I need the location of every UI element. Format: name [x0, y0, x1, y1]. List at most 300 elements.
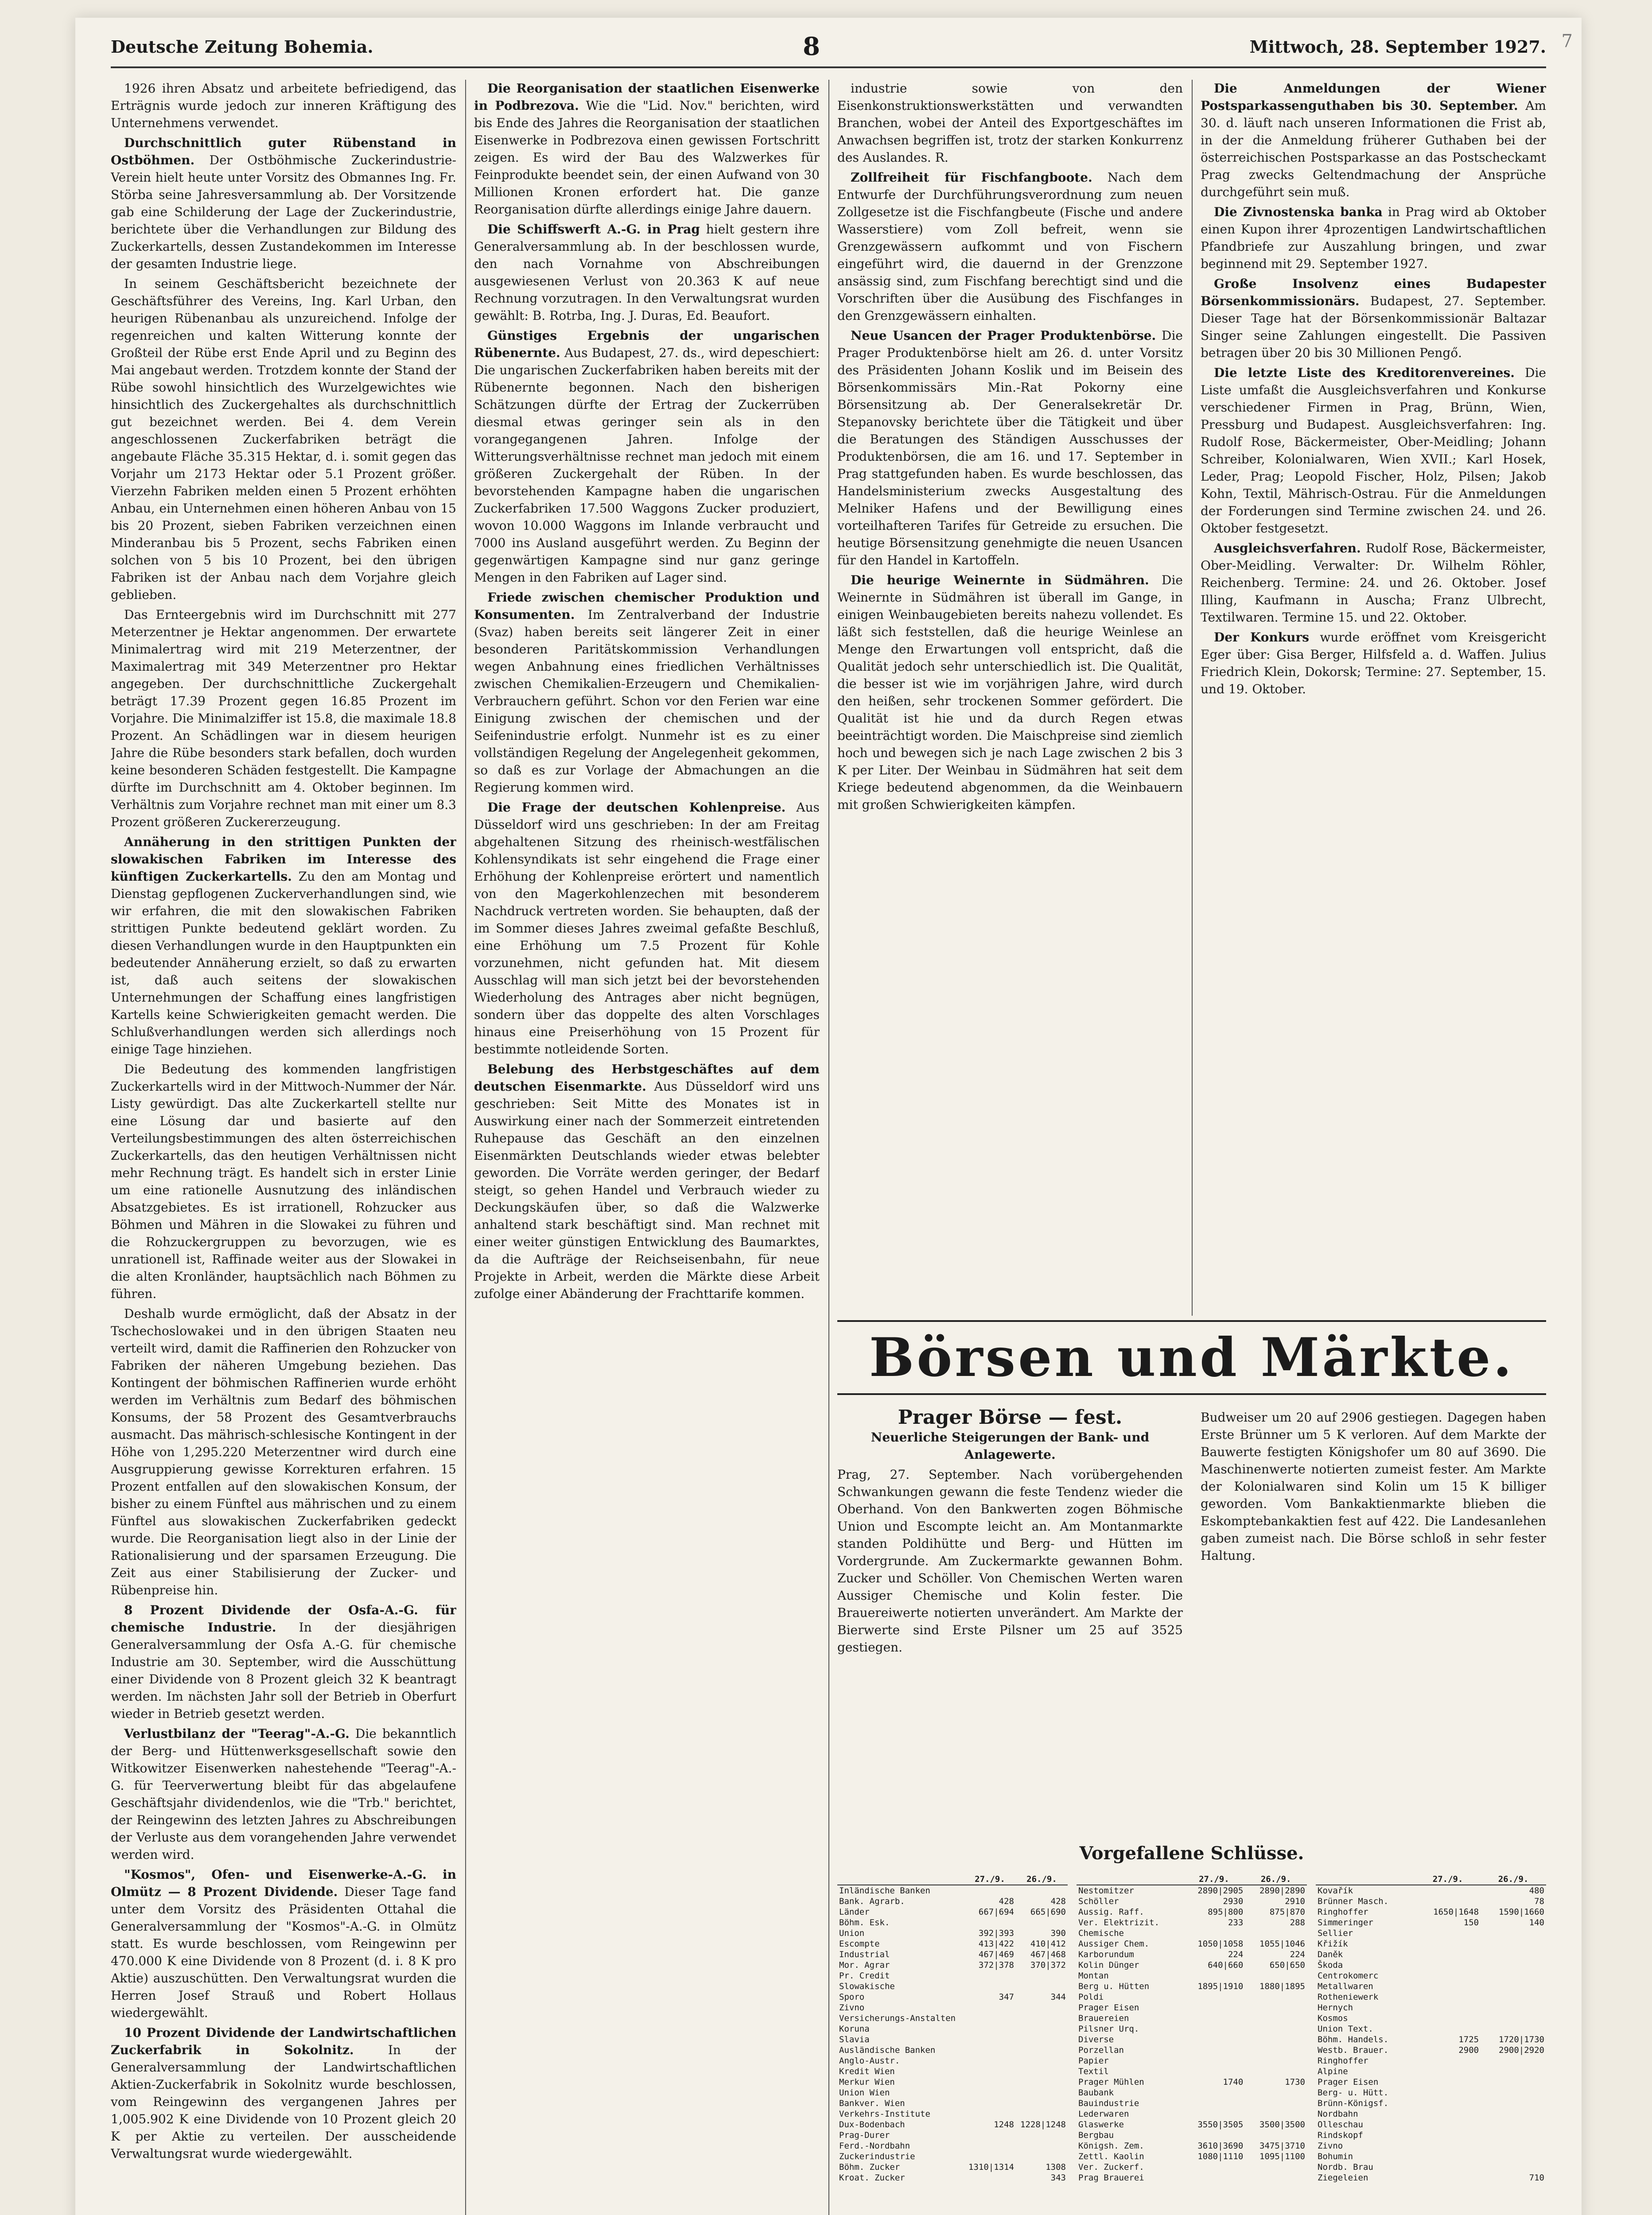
- table-row: [1077, 2172, 1307, 2183]
- table-header: [1316, 1874, 1415, 1885]
- quote-value: [1245, 2066, 1307, 2077]
- quote-value: [1415, 2013, 1481, 2024]
- security-name: Westb. Brauer.: [1318, 2045, 1389, 2055]
- quotes-table-3: [1316, 1874, 1546, 2183]
- table-row: [1077, 2013, 1307, 2024]
- table-row: [1316, 2045, 1546, 2056]
- quote-value: [1016, 2002, 1068, 2013]
- table-row: [1316, 1970, 1546, 1981]
- quote-value: [1481, 1960, 1546, 1970]
- table-row: [1316, 1960, 1546, 1970]
- article-heading: Durchschnittlich guter Rübenstand in Ostböhmen.: [111, 136, 456, 167]
- quote-value: [1245, 2002, 1307, 2013]
- security-name: Dux-Bodenbach: [839, 2120, 905, 2130]
- table-row: [837, 2130, 1068, 2141]
- article-text: Die Bedeutung des kommenden langfristigen Zuckerkartells wird in der Mittwoch-Nummer der Nár. Listy gewürdigt. Das alte Zuckerkartell stellte nur eine Lösung dar und basierte auf den Verteilungsbestimmungen des alten österreichischen Zuckerkartells, das den heutigen Verhältnissen nicht mehr Rechnung trägt. Es handelt sich in erster Linie um eine rationelle Ausnutzung des inländischen Absatzgebietes. Es ist irrationell, Rohzucker aus Böhmen und Mähren in die Slowakei zu führen und die Rohzuckergruppen zu bevorzugen, wie es unrationell ist, Raffinade weiter aus der Slowakei in die alten Kronländer, hauptsächlich nach Böhmen zu führen.: [111, 1062, 456, 1301]
- article-text: In der diesjährigen Generalversammlung der Osfa A.-G. für chemische Industrie am 30. September, wird die Ausschüttung einer Dividende von 8 Prozent gleich 32 K beantragt werden. Im nächsten Jahr soll der Betrieb in Oberfurt wieder in Betrieb gesetzt werden.: [111, 1620, 456, 1721]
- boerse-text: Prag, 27. September. Nach vorübergehenden Schwankungen gewann die feste Tendenz wieder die Oberhand. Von den Bankwerten zogen Böhmische Union und Escompte leicht an. Am Montanmarkte standen Poldihütte und Berg- und Hütten im Vordergrunde. Am Zuckermarkte gewannen Bohm. Zucker und Schöller. Von Chemischen Werten waren Aussiger Chemische und Kolin fester. Die Brauereiwerte notierten unverändert. Am Markte der Bierwerte sind Erste Pilsner um 25 auf 3525 gestiegen.: [837, 1467, 1183, 1655]
- security-name: Prag-Durer: [839, 2130, 890, 2140]
- quote-value: [1415, 1885, 1481, 1896]
- quote-value: [1245, 2162, 1307, 2172]
- boerse-report-right: [1201, 1409, 1546, 1834]
- table-header: 27./9.: [964, 1874, 1016, 1885]
- quote-value: 1308: [1046, 2162, 1066, 2172]
- quote-value: 140: [1529, 1918, 1544, 1927]
- article-text: Budapest, 27. September. Dieser Tage hat der Börsenkommissionär Baltazar Singer seine Zahlungen eingestellt. Die Passiven betragen über 20 bis 30 Millionen Pengő.: [1201, 294, 1546, 360]
- quote-value: [1481, 1949, 1546, 1960]
- security-name: Union: [839, 1928, 865, 1938]
- table-row: [837, 1949, 1068, 1960]
- section-banner: Börsen und Märkte.: [837, 1320, 1546, 1395]
- security-name: Baubank: [1078, 2088, 1114, 2098]
- security-name: Kovařík: [1318, 1886, 1353, 1896]
- table-row: [1077, 1960, 1307, 1970]
- article-text: In der Generalversammlung der Landwirtschaftlichen Aktien-Zuckerfabrik in Sokolnitz wurde beschlossen, vom Reingewinn des vergangenen Jahres per 1,005.902 K eine Dividende von 10 Prozent gleich 20 K per Aktie zu verteilen. Der ausscheidende Verwaltungsrat wurde wiedergewählt.: [111, 2043, 456, 2161]
- boerse-report-left: [837, 1406, 1183, 1834]
- quote-value: 1055|1046: [1259, 1939, 1305, 1949]
- security-name: Alpine: [1318, 2067, 1348, 2076]
- quotes-table-1: [837, 1874, 1068, 2183]
- quote-value: [964, 1981, 1016, 1992]
- article-text: wurde eröffnet vom Kreisgericht Eger über: Gisa Berger, Hilfsfeld a. d. Waffen. Julius Friedrich Klein, Dokorsk; Termine: 27. September, 15. und 19. Oktober.: [1201, 630, 1546, 696]
- security-name: Anglo-Austr.: [839, 2056, 900, 2066]
- article-heading: Friede zwischen chemischer Produktion und Konsumenten.: [474, 590, 820, 622]
- article-text: 1926 ihren Absatz und arbeitete befriedigend, das Erträgnis wurde jedoch zur inneren Kräftigung des Unternehmens verwendet.: [111, 81, 456, 130]
- article-heading: Die Frage der deutschen Kohlenpreise.: [487, 800, 786, 815]
- article-heading: 10 Prozent Dividende der Landwirtschaftlichen Zuckerfabrik in Sokolnitz.: [111, 2025, 456, 2057]
- column-2: [474, 80, 820, 2215]
- article-heading: Die heurige Weinernte in Südmähren.: [851, 573, 1149, 587]
- table-row: [1316, 2119, 1546, 2130]
- quote-value: [964, 1917, 1016, 1928]
- table-row: [837, 2098, 1068, 2109]
- quote-value: [1245, 1992, 1307, 2002]
- quote-value: [1183, 2013, 1245, 2024]
- quote-value: [1183, 1970, 1245, 1981]
- quote-value: [1415, 2162, 1481, 2172]
- security-name: Ringhoffer: [1318, 2056, 1368, 2066]
- security-name: Kosmos: [1318, 2013, 1348, 2023]
- security-name: Länder: [839, 1907, 870, 1917]
- security-name: Kolin Dünger: [1078, 1960, 1139, 1970]
- quote-value: 895|800: [1208, 1907, 1244, 1917]
- article-paragraph: [474, 1061, 820, 1302]
- security-name: Papier: [1078, 2056, 1109, 2066]
- security-name: Metallwaren: [1318, 1982, 1373, 1991]
- security-name: Zivno: [839, 2003, 865, 2013]
- quote-value: [1183, 2034, 1245, 2045]
- quote-value: [1481, 2151, 1546, 2162]
- quote-value: [1245, 2130, 1307, 2141]
- article-text: hielt gestern ihre Generalversammlung ab. In der beschlossen wurde, den nach Vornahme von Abschreibungen ausgewiesenen Verlust von 20.363 K auf neue Rechnung vorzutragen. In den Verwaltungsrat wurden gewählt: B. Rotrba, Ing. J. Duras, Ed. Beaufort.: [474, 222, 820, 323]
- table-row: [837, 2151, 1068, 2162]
- quote-value: [964, 2098, 1016, 2109]
- table-row: [837, 1917, 1068, 1928]
- quote-value: 372|378: [978, 1960, 1014, 1970]
- security-name: Bank. Agrarb.: [839, 1896, 905, 1906]
- table-row: [1316, 1981, 1546, 1992]
- table-row: [837, 2109, 1068, 2119]
- quote-value: [1245, 2013, 1307, 2024]
- security-name: Mor. Agrar: [839, 1960, 890, 1970]
- security-name: Prager Eisen: [1078, 2003, 1139, 2013]
- article-text: Deshalb wurde ermöglicht, daß der Absatz in der Tschechoslowakei und in den übrigen Staaten neu verteilt wird, damit die Raffinerien den Rohzucker von Fabriken der näheren Umgebung beziehen. Das Kontingent der böhmischen Raffinerien wurde erhöht werden im Verhältnis zum Bedarf des böhmischen Konsums, der 58 Prozent des Gesamtverbrauchs ausmacht. Das mährisch-schlesische Kontingent in der Höhe von 1,295.220 Meterzentner wird durch eine Ausgruppierung gewisse Korrekturen erfahren. 15 Prozent entfallen auf den slowakischen Konsum, der bisher zu einem Fünftel aus mährischen und zu einem Fünftel aus slowakischen Zuckerfabriken gedeckt wurde. Die Reorganisation liegt also in der Linie der Rationalisierung und der sparsamen Erzeugung. Die Zeit aus einer Stabilisierung der Zucker- und Rübenpreise hin.: [111, 1306, 456, 1597]
- article-paragraph: [1201, 629, 1546, 698]
- quote-value: 480: [1529, 1886, 1544, 1896]
- table-row: [837, 1896, 1068, 1907]
- article-heading: Ausgleichsverfahren.: [1214, 541, 1361, 556]
- security-name: Bergbau: [1078, 2130, 1114, 2140]
- quote-value: [1016, 2098, 1068, 2109]
- quote-value: 392|393: [978, 1928, 1014, 1938]
- security-name: Rotheniewerk: [1318, 1992, 1379, 2002]
- article-paragraph: [111, 1601, 456, 1722]
- table-row: [1077, 1992, 1307, 2002]
- table-row: [837, 1981, 1068, 1992]
- quote-value: [1481, 2056, 1546, 2066]
- boerse-title: Prager Börse — fest.: [898, 1406, 1123, 1429]
- security-name: Hernych: [1318, 2003, 1353, 2013]
- quote-value: 875|870: [1269, 1907, 1305, 1917]
- security-name: Křižík: [1318, 1939, 1348, 1949]
- table-row: [1316, 2172, 1546, 2183]
- table-row: [1077, 2119, 1307, 2130]
- table-row: [1316, 1896, 1546, 1907]
- quote-value: 370|372: [1030, 1960, 1066, 1970]
- quote-value: 1080|1110: [1197, 2152, 1244, 2161]
- article-text: Die bekanntlich der Berg- und Hüttenwerksgesellschaft sowie den Witkowitzer Eisenwerken nahestehende "Teerag"-A.-G. für Teerverwertung bleibt für das abgelaufene Geschäftsjahr dividendenlos, wie die "Trb." berichtet, der Reingewinn des letzten Jahres zu Abschreibungen der Verluste aus dem vorangehenden Jahre verwendet werden wird.: [111, 1726, 456, 1862]
- security-name: Ringhoffer: [1318, 1907, 1368, 1917]
- boerse-subtitle: Neuerliche Steigerungen der Bank- und Anlagewerte.: [871, 1430, 1150, 1462]
- quote-value: 665|690: [1030, 1907, 1066, 1917]
- security-name: Böhm. Handels.: [1318, 2035, 1389, 2044]
- quote-value: 2930: [1223, 1896, 1244, 1906]
- quote-value: [1183, 1928, 1245, 1939]
- quote-value: [964, 2066, 1016, 2077]
- security-name: Pr. Credit: [839, 1971, 890, 1981]
- quote-value: [1016, 2024, 1068, 2034]
- article-heading: Die Anmeldungen der Wiener Postsparkassenguthaben bis 30. September.: [1201, 81, 1546, 113]
- security-name: Prager Eisen: [1318, 2077, 1379, 2087]
- table-header: 27./9.: [1415, 1874, 1481, 1885]
- table-row: [837, 2056, 1068, 2066]
- quote-value: 390: [1050, 1928, 1066, 1938]
- quote-value: 1095|1100: [1259, 2152, 1305, 2161]
- table-row: [1316, 1949, 1546, 1960]
- quote-value: [1415, 1896, 1481, 1907]
- quote-value: 1730: [1285, 2077, 1305, 2087]
- article-heading: Die letzte Liste des Kreditorenvereines.: [1214, 365, 1515, 380]
- article-paragraph: [111, 606, 456, 831]
- quote-value: 3610|3690: [1197, 2141, 1244, 2151]
- quote-value: [1245, 2024, 1307, 2034]
- quote-value: [1183, 2087, 1245, 2098]
- table-row: [1077, 1949, 1307, 1960]
- table-row: [1316, 2024, 1546, 2034]
- quote-value: [1415, 2066, 1481, 2077]
- table-row: [1316, 1992, 1546, 2002]
- quote-value: [1183, 2045, 1245, 2056]
- quote-value: [1415, 2077, 1481, 2087]
- article-text: Am 30. d. läuft nach unseren Informationen die Frist ab, in der die Anmeldung früherer Guthaben bei der österreichischen Postsparkasse an das Postscheckamt Prag zwecks Geltendmachung der Ansprüche durchgeführt sein muß.: [1201, 98, 1546, 199]
- table-row: [1077, 2109, 1307, 2119]
- article-text: Die Prager Produktenbörse hielt am 26. d. unter Vorsitz des Präsidenten Johann Koslik und im Beisein des Börsenkommissärs Min.-Rat Pokorny eine Börsensitzung ab. Der Generalsekretär Dr. Stepanovsky berichtete über die Tätigkeit und über die Beratungen des Ständigen Ausschusses der Produktenbörsen, die am 16. und 17. September in Prag stattgefunden haben. Es wurde beschlossen, das Handelsministerium zwecks Ausgestaltung des Melniker Hafens und der Bewilligung eines vorteilhafteren Tarifes für Getreide zu ersuchen. Die heutige Börsensitzung genehmigte die neuen Usancen für den Handel in Kartoffeln.: [837, 328, 1183, 567]
- article-heading: Belebung des Herbstgeschäftes auf dem deutschen Eisenmarkte.: [474, 1062, 820, 1094]
- security-name: Nordb. Brau: [1318, 2162, 1373, 2172]
- security-name: Prag Brauerei: [1078, 2173, 1144, 2183]
- quote-value: 413|422: [978, 1939, 1014, 1949]
- article-paragraph: [111, 1061, 456, 1302]
- quote-value: [964, 2056, 1016, 2066]
- security-name: Olleschau: [1318, 2120, 1363, 2130]
- quote-value: [1481, 1928, 1546, 1939]
- article-heading: Günstiges Ergebnis der ungarischen Rübenernte.: [474, 328, 820, 360]
- quote-value: [964, 2151, 1016, 2162]
- quote-value: [1415, 2151, 1481, 2162]
- quote-value: 347: [999, 1992, 1014, 2002]
- quote-value: [964, 2087, 1016, 2098]
- table-row: [1316, 2013, 1546, 2024]
- article-heading: 8 Prozent Dividende der Osfa-A.-G. für chemische Industrie.: [111, 1603, 456, 1635]
- table-row: [1316, 2066, 1546, 2077]
- quote-value: [1415, 2024, 1481, 2034]
- table-row: [1077, 1917, 1307, 1928]
- table-row: [837, 2119, 1068, 2130]
- quote-value: [1415, 2056, 1481, 2066]
- article-paragraph: [474, 799, 820, 1058]
- security-name: Ferd.-Nordbahn: [839, 2141, 910, 2151]
- quote-value: [1016, 2056, 1068, 2066]
- security-name: Slowakische: [839, 1982, 895, 1991]
- quote-value: 3500|3500: [1259, 2120, 1305, 2130]
- security-name: Union Text.: [1318, 2024, 1373, 2034]
- table-row: [1077, 2045, 1307, 2056]
- quote-value: [964, 1970, 1016, 1981]
- quote-value: [964, 2172, 1016, 2183]
- table-row: [1316, 2141, 1546, 2151]
- table-row: [837, 2077, 1068, 2087]
- quote-value: [1481, 1970, 1546, 1981]
- page-header: [111, 27, 1546, 68]
- table-row: [1077, 1896, 1307, 1907]
- quote-value: [1016, 2087, 1068, 2098]
- table-row: [837, 2141, 1068, 2151]
- quote-value: [1245, 2109, 1307, 2119]
- quote-value: [1415, 2172, 1481, 2183]
- table-row: [1077, 2098, 1307, 2109]
- quote-value: [1415, 2119, 1481, 2130]
- column-rule: [1192, 80, 1193, 1316]
- quote-value: [1245, 2034, 1307, 2045]
- quote-value: [1016, 2013, 1068, 2024]
- security-name: Pilsner Urq.: [1078, 2024, 1139, 2034]
- quote-value: 1740: [1223, 2077, 1244, 2087]
- security-name: Schöller: [1078, 1896, 1119, 1906]
- table-row: [1316, 1928, 1546, 1939]
- security-name: Chemische: [1078, 1928, 1124, 1938]
- quote-value: [1481, 2024, 1546, 2034]
- table-row: [1077, 2162, 1307, 2172]
- security-name: Versicherungs-Anstalten: [839, 2013, 956, 2023]
- quote-value: 1895|1910: [1197, 1982, 1244, 1991]
- security-name: Daněk: [1318, 1950, 1343, 1959]
- quote-value: 78: [1534, 1896, 1544, 1906]
- article-text: Dieser Tage fand unter dem Vorsitz des Präsidenten Ottahal die Generalversammlung der "Kosmos"-A.-G. in Olmütz statt. Es wurde beschlossen, vom Reingewinn per 470.000 K eine Dividende von 8 Prozent (d. i. 8 K pro Aktie) auszuschütten. Den Verwaltungsrat wurden die Herren Josef Strauß und Robert Hollaus wiedergewählt.: [111, 1885, 456, 2020]
- table-row: [1077, 1981, 1307, 1992]
- quote-value: [1481, 2119, 1546, 2130]
- article-paragraph: [474, 589, 820, 796]
- table-row: [1077, 1885, 1307, 1896]
- quote-value: [1415, 2087, 1481, 2098]
- security-name: Kroat. Zucker: [839, 2173, 905, 2183]
- article-paragraph: [837, 169, 1183, 324]
- security-name: Slavia: [839, 2035, 870, 2044]
- quote-value: [1481, 2013, 1546, 2024]
- table-row: [1077, 1907, 1307, 1917]
- article-heading: Die Schiffswerft A.-G. in Prag: [487, 222, 700, 237]
- quote-value: [1415, 2130, 1481, 2141]
- quote-value: [1415, 1981, 1481, 1992]
- quote-value: [1016, 2034, 1068, 2045]
- table-row: [837, 2024, 1068, 2034]
- security-name: Prager Mühlen: [1078, 2077, 1144, 2087]
- table-header: 26./9.: [1481, 1874, 1546, 1885]
- quote-value: 343: [1050, 2173, 1066, 2183]
- quote-value: [1016, 2151, 1068, 2162]
- quote-value: [1245, 1970, 1307, 1981]
- quote-value: 1720|1730: [1499, 2035, 1544, 2044]
- security-name: Škoda: [1318, 1960, 1343, 1970]
- security-name: Zivno: [1318, 2141, 1343, 2151]
- article-heading: Die Reorganisation der staatlichen Eisenwerke in Podbrezova.: [474, 81, 820, 113]
- security-name: Zettl. Kaolin: [1078, 2152, 1144, 2161]
- table-row: [1316, 1907, 1546, 1917]
- article-text: Die Weinernte in Südmähren ist überall im Gange, in einigen Weinbaugebieten bereits nahezu vollendet. Es läßt sich feststellen, daß die heurige Weinlese an Menge den Erwartungen voll entspricht, daß die Qualität jedoch sehr unterschiedlich ist. Die Qualität, die besser ist wie im vorjährigen Jahre, wird durch den heißen, sehr trockenen Sommer gefördert. Die Qualität ist hie und da durch Regen etwas beeinträchtigt worden. Die Maischpreise sind ziemlich hoch und bewegen sich je nach Lage zwischen 2 bis 3 K per Liter. Der Weinbau in Südmähren hat seit dem Kriege bedeutend abgenommen, da die Weinbauern mit großen Schwierigkeiten kämpfen.: [837, 573, 1183, 812]
- quote-value: [1016, 2141, 1068, 2151]
- security-name: Aussiger Chem.: [1078, 1939, 1150, 1949]
- quote-value: [1481, 2098, 1546, 2109]
- quote-value: [1481, 2130, 1546, 2141]
- article-paragraph: [1201, 275, 1546, 361]
- quote-value: [1481, 2162, 1546, 2172]
- security-name: Sporo: [839, 1992, 865, 2002]
- quote-value: 233: [1228, 1918, 1244, 1927]
- table-row: [837, 2066, 1068, 2077]
- table-row: [1316, 1885, 1546, 1896]
- security-name: Bohumin: [1318, 2152, 1353, 2161]
- quote-value: 1248: [994, 2120, 1014, 2130]
- corner-mark: 7: [1561, 31, 1573, 51]
- quote-value: 410|412: [1030, 1939, 1066, 1949]
- security-name: Berg u. Hütten: [1078, 1982, 1150, 1991]
- quote-value: [1016, 2045, 1068, 2056]
- quote-value: [964, 2045, 1016, 2056]
- article-text: Aus Düsseldorf wird uns geschrieben: In der am Freitag abgehaltenen Sitzung des rheinisch-westfälischen Kohlensyndikats ist sehr eingehend die Frage einer Erhöhung der Kohlenpreise erörtert und namentlich von den Magerkohlenzechen mit besonderem Nachdruck vertreten worden. Sie behaupten, daß der im Sommer dieses Jahres zweimal gefaßte Beschluß, eine Erhöhung um 7.5 Prozent für Kohle vorzunehmen, nicht gefunden hat. Mit diesem Ausschlag will man sich jetzt bei der bevorstehenden Wiederholung des Antrages aber nicht begnügen, sondern über das doppelte des alten Vorschlages hinaus eine Preiserhöhung von 15 Prozent für bestimmte notleidende Sorten.: [474, 800, 820, 1057]
- quote-value: [1245, 2172, 1307, 2183]
- table-header: 27./9.: [1183, 1874, 1245, 1885]
- security-name: Diverse: [1078, 2035, 1114, 2044]
- article-text: Aus Düsseldorf wird uns geschrieben: Seit Mitte des Monates ist in Auswirkung einer nach der Sommerzeit eintretenden Ruhepause das Geschäft an den einzelnen Eisenmärkten Deutschlands wieder etwas belebter geworden. Die Vorräte werden geringer, der Bedarf steigt, so gehen Handel und Verbrauch wieder zu Deckungskäufen über, so daß die Walzwerke anhaltend stark beschäftigt sind. Man rechnet mit einer weiter günstigen Entwicklung des Baumarktes, da die Aufträge der Reichseisenbahn, für neue Projekte in Arbeit, werden die Märkte diese Arbeit zufolge einer Abänderung der Frachttarife kommen.: [474, 1079, 820, 1301]
- quote-value: [1245, 2087, 1307, 2098]
- quote-value: 2890|2890: [1259, 1886, 1305, 1896]
- quote-value: [1415, 1970, 1481, 1981]
- quote-value: [1183, 2162, 1245, 2172]
- quote-value: [964, 2034, 1016, 2045]
- quote-value: [1183, 2098, 1245, 2109]
- security-name: Aussig. Raff.: [1078, 1907, 1144, 1917]
- quote-value: 1310|1314: [968, 2162, 1014, 2172]
- table-row: [1077, 1928, 1307, 1939]
- security-name: Glaswerke: [1078, 2120, 1124, 2130]
- article-text: Wie die "Lid. Nov." berichten, wird bis Ende des Jahres die Reorganisation der staatlichen Eisenwerke in Podbrezova einen gewissen Fortschritt zeigen. Es wird der Bau des Walzwerkes für Feinprodukte beendet sein, der einen Aufwand von 30 Millionen Kronen erfordert hat. Die ganze Reorganisation dürfte allerdings einige Jahre dauern.: [474, 98, 820, 217]
- column-1: [111, 80, 456, 2215]
- table-header: 26./9.: [1245, 1874, 1307, 1885]
- quote-value: [1415, 2109, 1481, 2119]
- quote-value: [1183, 2130, 1245, 2141]
- table-row: [837, 2172, 1068, 2183]
- article-heading: Die Zivnostenska banka: [1214, 205, 1383, 219]
- quote-value: [1415, 2141, 1481, 2151]
- table-row: [1316, 2151, 1546, 2162]
- article-text: in Prag wird ab Oktober einen Kupon ihrer 4prozentigen Landwirtschaftlichen Pfandbriefe zur Auszahlung bringen, und zwar beginnend mit 29. September 1927.: [1201, 205, 1546, 271]
- column-rule: [465, 80, 466, 2215]
- table-row: [1077, 1970, 1307, 1981]
- quote-value: [1183, 2172, 1245, 2183]
- article-paragraph: [837, 571, 1183, 813]
- quote-value: [1415, 1928, 1481, 1939]
- table-row: [837, 2162, 1068, 2172]
- table-row: [1077, 2087, 1307, 2098]
- article-heading: Verlustbilanz der "Teerag"-A.-G.: [124, 1726, 350, 1741]
- quote-value: [1183, 1992, 1245, 2002]
- table-row: [837, 2002, 1068, 2013]
- security-name: Rindskopf: [1318, 2130, 1363, 2140]
- article-heading: Der Konkurs: [1214, 630, 1310, 645]
- quote-value: 710: [1529, 2173, 1544, 2183]
- article-paragraph: [111, 2024, 456, 2162]
- quote-value: 150: [1463, 1918, 1479, 1927]
- table-row: [1077, 2151, 1307, 2162]
- quote-value: [964, 2109, 1016, 2119]
- quote-value: [1481, 2087, 1546, 2098]
- table-header: 26./9.: [1016, 1874, 1068, 1885]
- quote-value: 344: [1050, 1992, 1066, 2002]
- security-name: Merkur Wien: [839, 2077, 895, 2087]
- article-paragraph: [111, 275, 456, 603]
- quote-value: 288: [1290, 1918, 1305, 1927]
- newspaper-page: [75, 18, 1582, 2215]
- table-row: [837, 1970, 1068, 1981]
- quote-value: [1183, 2002, 1245, 2013]
- table-row: [1316, 2002, 1546, 2013]
- quote-value: [1481, 1992, 1546, 2002]
- security-name: Zuckerindustrie: [839, 2152, 915, 2161]
- table-row: [1077, 2056, 1307, 2066]
- article-text: Nach dem Entwurfe der Durchführungsverordnung zum neuen Zollgesetze ist die Fischfangbeute (Fische und andere Wasserstiere) vom Zoll befreit, wenn sie Grenzgewässern aufkommt und von Fischern eingeführt wird, die dauernd in der Grenzzone ansässig sind, zum Fischfang berechtigt sind und die Vorschriften über die Ausübung des Fischfanges in den Grenzgewässern einhalten.: [837, 170, 1183, 323]
- security-name: Lederwaren: [1078, 2109, 1129, 2119]
- quote-value: 224: [1290, 1950, 1305, 1959]
- quote-value: [1481, 1939, 1546, 1949]
- table-row: [837, 2013, 1068, 2024]
- table-row: [1316, 2087, 1546, 2098]
- quote-value: 428: [1050, 1896, 1066, 1906]
- table-row: [837, 2045, 1068, 2056]
- table-row: [1077, 2141, 1307, 2151]
- quote-value: 1590|1660: [1499, 1907, 1544, 1917]
- quote-value: 3475|3710: [1259, 2141, 1305, 2151]
- page-number: 8: [803, 32, 820, 61]
- security-name: Union Wien: [839, 2088, 890, 2098]
